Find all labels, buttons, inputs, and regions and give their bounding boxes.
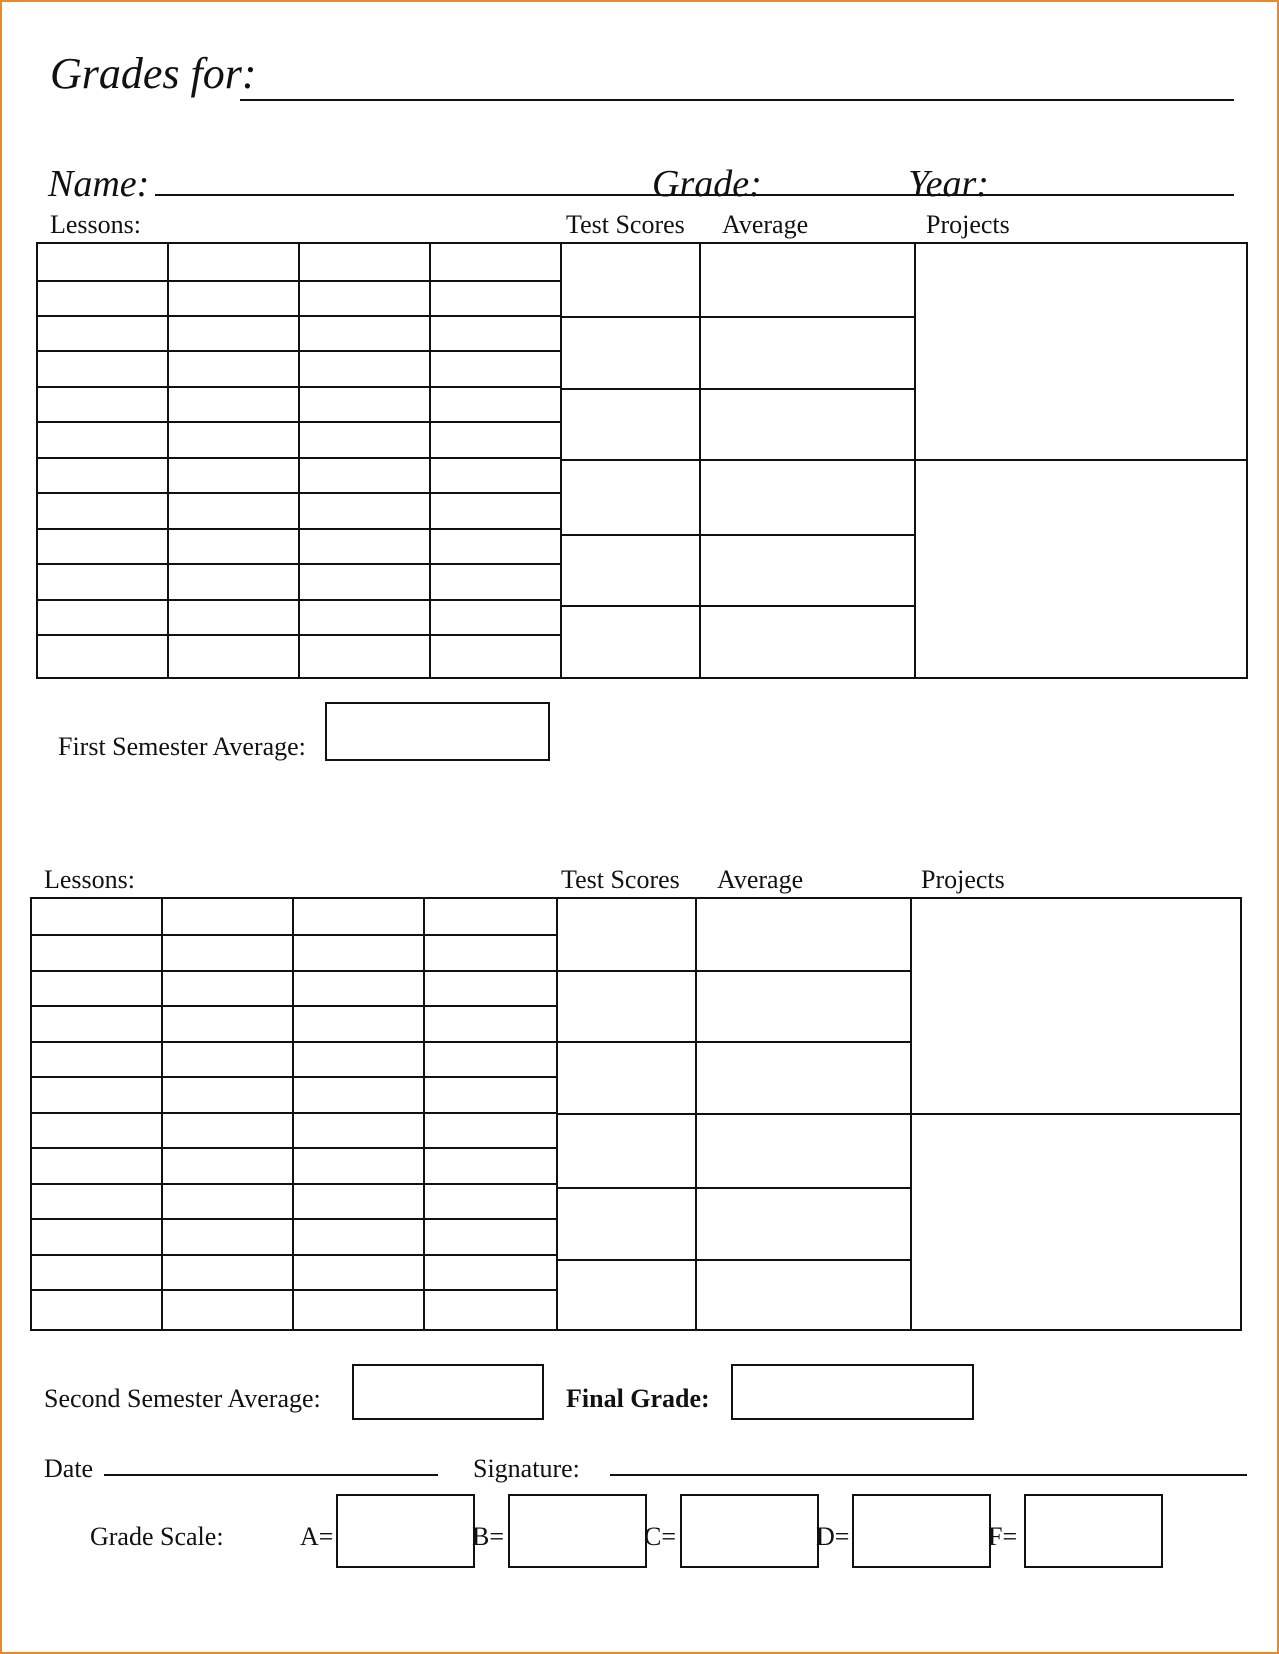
grades-for-line[interactable]	[240, 99, 1234, 101]
name-label: Name:	[48, 163, 150, 205]
s1-grade-table[interactable]	[36, 242, 1248, 679]
name-line[interactable]	[155, 194, 1234, 196]
date-label: Date	[44, 1454, 94, 1483]
grade-f-box[interactable]	[1024, 1494, 1163, 1568]
s2-grade-table[interactable]	[30, 897, 1242, 1331]
signature-label: Signature:	[473, 1454, 580, 1483]
grade-b-label: B=	[472, 1522, 505, 1551]
grade-d-box[interactable]	[852, 1494, 991, 1568]
final-grade-box[interactable]	[731, 1364, 974, 1420]
date-line[interactable]	[104, 1474, 438, 1476]
s2-test-scores-label: Test Scores	[561, 865, 680, 894]
grade-c-box[interactable]	[680, 1494, 819, 1568]
grade-label: Grade:	[652, 163, 762, 205]
second-semester-average-box[interactable]	[352, 1364, 544, 1420]
s1-lessons-label: Lessons:	[50, 210, 141, 239]
page-title: Grades for:	[50, 49, 257, 98]
s2-projects-label: Projects	[921, 865, 1005, 894]
grade-b-box[interactable]	[508, 1494, 647, 1568]
grade-a-label: A=	[300, 1522, 334, 1551]
s1-test-scores-label: Test Scores	[566, 210, 685, 239]
first-semester-average-box[interactable]	[325, 702, 550, 761]
signature-line[interactable]	[610, 1474, 1247, 1476]
grade-scale-label: Grade Scale:	[90, 1522, 224, 1551]
s2-average-label: Average	[717, 865, 804, 894]
grade-c-label: C=	[644, 1522, 677, 1551]
grade-f-label: F=	[988, 1522, 1018, 1551]
first-semester-average-label: First Semester Average:	[58, 732, 306, 761]
s2-lessons-label: Lessons:	[44, 865, 135, 894]
final-grade-label: Final Grade:	[566, 1384, 710, 1413]
year-label: Year:	[908, 163, 989, 205]
s1-projects-label: Projects	[926, 210, 1010, 239]
s1-average-label: Average	[722, 210, 809, 239]
second-semester-average-label: Second Semester Average:	[44, 1384, 321, 1413]
grade-a-box[interactable]	[336, 1494, 475, 1568]
grade-d-label: D=	[816, 1522, 850, 1551]
